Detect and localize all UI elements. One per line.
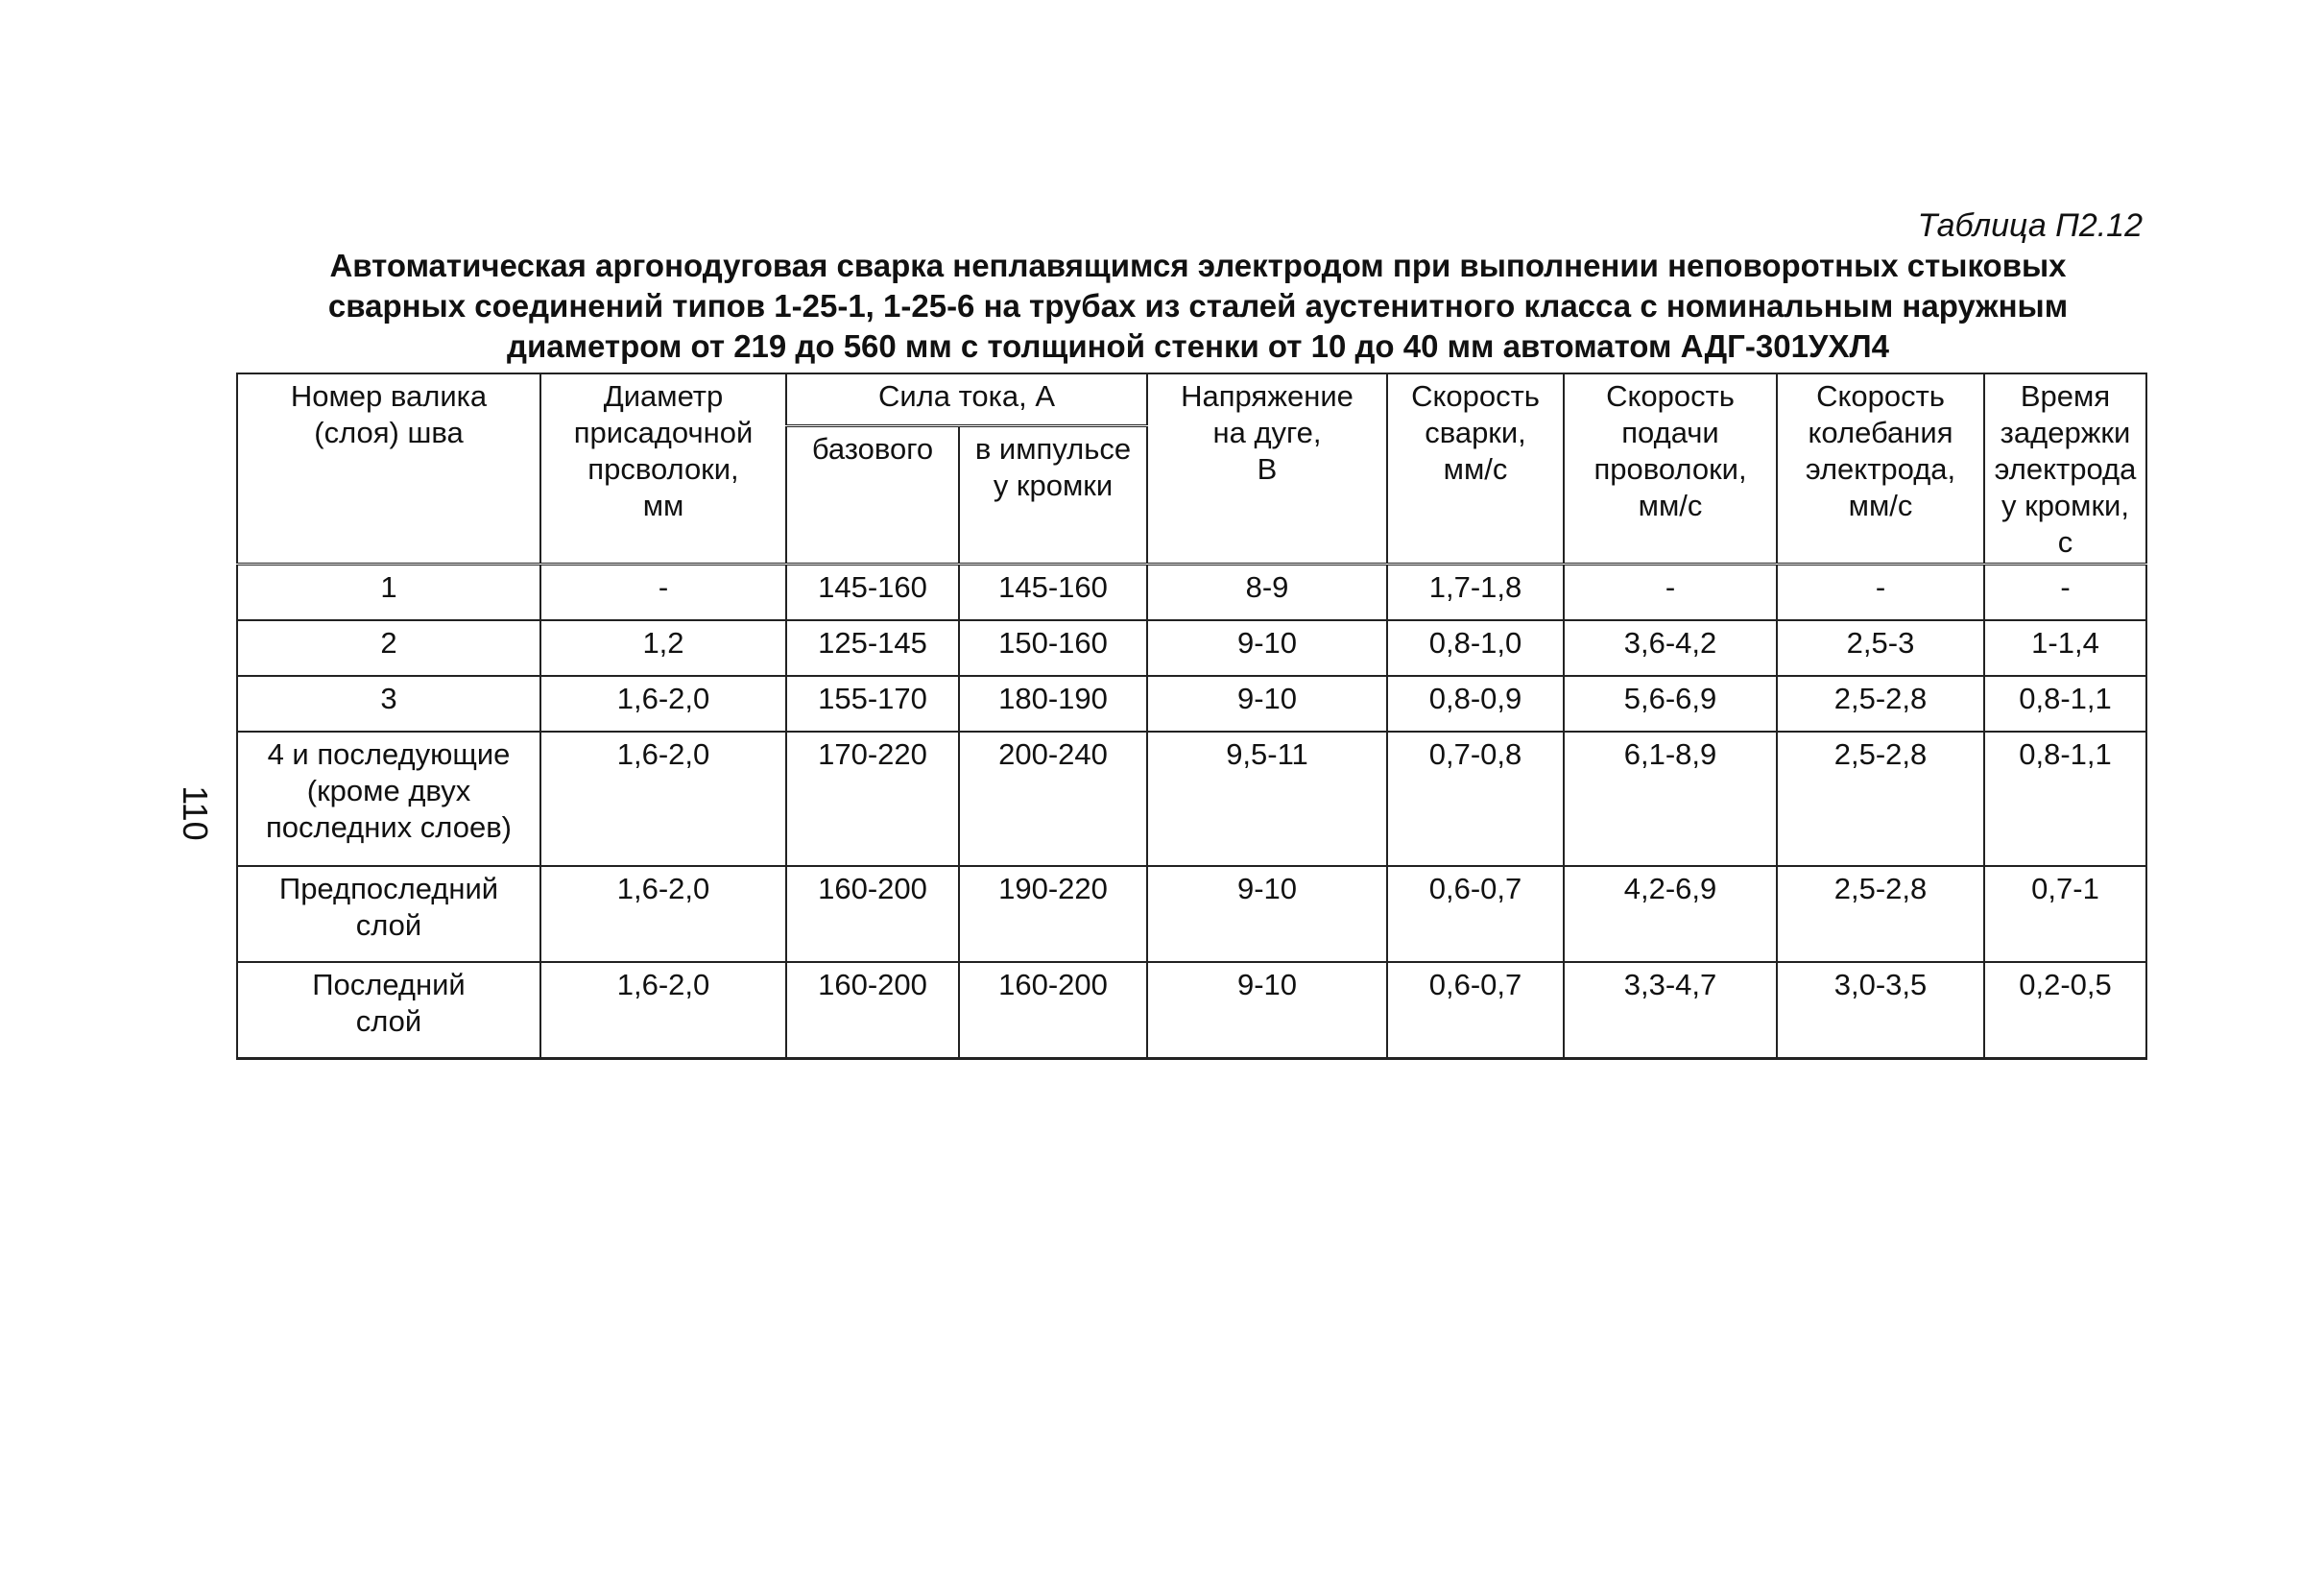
cell-weld-speed: 0,8-1,0 bbox=[1387, 620, 1564, 676]
cell-line: 3 bbox=[380, 682, 397, 715]
cell-weld-speed: 0,7-0,8 bbox=[1387, 732, 1564, 866]
cell-diameter: 1,6-2,0 bbox=[540, 866, 786, 962]
header-line: Скорость bbox=[1816, 379, 1945, 413]
cell-layer bbox=[237, 676, 540, 732]
cell-voltage: 9-10 bbox=[1147, 676, 1387, 732]
cell-feed-speed: 6,1-8,9 bbox=[1564, 732, 1777, 866]
header-line: Номер валика bbox=[290, 379, 488, 413]
table-row bbox=[237, 565, 2146, 621]
cell-current-pulse: 190-220 bbox=[959, 866, 1147, 962]
cell-current-base: 160-200 bbox=[786, 866, 959, 962]
header-current-group: Сила тока, А bbox=[786, 373, 1147, 425]
cell-feed-speed: 3,6-4,2 bbox=[1564, 620, 1777, 676]
cell-voltage: 9-10 bbox=[1147, 962, 1387, 1059]
header-feed-speed bbox=[1564, 373, 1777, 565]
header-line: Скорость bbox=[1606, 379, 1735, 413]
page-number: 110 bbox=[176, 785, 215, 841]
cell-line: 2 bbox=[380, 626, 397, 660]
cell-line: слой bbox=[355, 908, 422, 942]
title-line: сварных соединений типов 1-25-1, 1-25-6 на трубах из сталей аустенитного класса с номинальным наружным bbox=[327, 288, 2069, 324]
cell-current-pulse: 180-190 bbox=[959, 676, 1147, 732]
cell-dwell-time: - bbox=[1984, 565, 2146, 621]
cell-oscillation-speed: 2,5-3 bbox=[1777, 620, 1984, 676]
cell-feed-speed: 5,6-6,9 bbox=[1564, 676, 1777, 732]
cell-current-base: 145-160 bbox=[786, 565, 959, 621]
header-line: в импульсе bbox=[974, 431, 1132, 466]
cell-voltage: 9,5-11 bbox=[1147, 732, 1387, 866]
header-current-base: базового bbox=[786, 425, 959, 564]
cell-diameter: 1,2 bbox=[540, 620, 786, 676]
header-line: у кромки bbox=[993, 468, 1114, 502]
header-oscillation-speed bbox=[1777, 373, 1984, 565]
table-row bbox=[237, 676, 2146, 732]
header-line: мм bbox=[642, 489, 684, 522]
header-line: В bbox=[1257, 452, 1278, 486]
cell-layer bbox=[237, 866, 540, 962]
cell-feed-speed: 3,3-4,7 bbox=[1564, 962, 1777, 1059]
cell-oscillation-speed: 2,5-2,8 bbox=[1777, 676, 1984, 732]
cell-layer bbox=[237, 962, 540, 1059]
header-weld-speed bbox=[1387, 373, 1564, 565]
header-line: у кромки, bbox=[2001, 489, 2129, 522]
cell-weld-speed: 0,6-0,7 bbox=[1387, 962, 1564, 1059]
title-line: Автоматическая аргонодуговая сварка неплавящимся электродом при выполнении неповоротных стыковых bbox=[329, 248, 2067, 283]
header-diameter bbox=[540, 373, 786, 565]
header-layer bbox=[237, 373, 540, 565]
cell-current-base: 155-170 bbox=[786, 676, 959, 732]
table-caption: Таблица П2.12 bbox=[1917, 207, 2143, 244]
cell-voltage: 9-10 bbox=[1147, 866, 1387, 962]
header-line: на дуге, bbox=[1212, 416, 1322, 449]
cell-feed-speed: - bbox=[1564, 565, 1777, 621]
header-line: мм/с bbox=[1638, 489, 1703, 522]
header-line: проволоки, bbox=[1593, 452, 1747, 486]
header-line: подачи bbox=[1621, 416, 1719, 449]
table-row bbox=[237, 620, 2146, 676]
cell-diameter: 1,6-2,0 bbox=[540, 732, 786, 866]
cell-feed-speed: 4,2-6,9 bbox=[1564, 866, 1777, 962]
cell-layer bbox=[237, 732, 540, 866]
header-line: (слоя) шва bbox=[314, 416, 464, 449]
header-line: прсволоки, bbox=[587, 452, 739, 486]
cell-layer bbox=[237, 565, 540, 621]
header-line: электрода, bbox=[1805, 452, 1956, 486]
cell-oscillation-speed: 2,5-2,8 bbox=[1777, 866, 1984, 962]
header-current-pulse bbox=[959, 425, 1147, 564]
cell-line: (кроме двух bbox=[306, 774, 471, 807]
cell-dwell-time: 0,8-1,1 bbox=[1984, 732, 2146, 866]
cell-line: последних слоев) bbox=[265, 810, 513, 844]
table-row bbox=[237, 866, 2146, 962]
cell-line: Предпоследний bbox=[278, 872, 499, 905]
header-line: колебания bbox=[1808, 416, 1953, 449]
cell-line: 4 и последующие bbox=[267, 737, 511, 771]
cell-line: 1 bbox=[380, 570, 397, 604]
header-line: мм/с bbox=[1848, 489, 1913, 522]
cell-current-base: 125-145 bbox=[786, 620, 959, 676]
title-line: диаметром от 219 до 560 мм с толщиной стенки от 10 до 40 мм автоматом АДГ-301УХЛ4 bbox=[507, 328, 1889, 364]
cell-oscillation-speed: - bbox=[1777, 565, 1984, 621]
cell-current-pulse: 145-160 bbox=[959, 565, 1147, 621]
cell-current-pulse: 160-200 bbox=[959, 962, 1147, 1059]
cell-current-pulse: 150-160 bbox=[959, 620, 1147, 676]
header-line: Напряжение bbox=[1181, 379, 1354, 413]
cell-weld-speed: 0,6-0,7 bbox=[1387, 866, 1564, 962]
table-row bbox=[237, 962, 2146, 1059]
cell-oscillation-speed: 2,5-2,8 bbox=[1777, 732, 1984, 866]
header-line: задержки bbox=[2000, 416, 2131, 449]
table-row bbox=[237, 732, 2146, 866]
cell-line: Последний bbox=[312, 968, 466, 1001]
cell-current-pulse: 200-240 bbox=[959, 732, 1147, 866]
cell-voltage: 9-10 bbox=[1147, 620, 1387, 676]
cell-diameter: 1,6-2,0 bbox=[540, 676, 786, 732]
cell-dwell-time: 0,8-1,1 bbox=[1984, 676, 2146, 732]
cell-dwell-time: 0,2-0,5 bbox=[1984, 962, 2146, 1059]
cell-voltage: 8-9 bbox=[1147, 565, 1387, 621]
cell-dwell-time: 0,7-1 bbox=[1984, 866, 2146, 962]
cell-current-base: 170-220 bbox=[786, 732, 959, 866]
cell-diameter: - bbox=[540, 565, 786, 621]
welding-parameters-table bbox=[236, 373, 2147, 1060]
cell-line: слой bbox=[355, 1004, 422, 1038]
cell-oscillation-speed: 3,0-3,5 bbox=[1777, 962, 1984, 1059]
header-line: сварки, bbox=[1425, 416, 1526, 449]
header-line: присадочной bbox=[573, 416, 754, 449]
header-line: мм/с bbox=[1443, 452, 1508, 486]
header-line: электрода bbox=[1994, 452, 2137, 486]
cell-dwell-time: 1-1,4 bbox=[1984, 620, 2146, 676]
header-voltage bbox=[1147, 373, 1387, 565]
cell-current-base: 160-200 bbox=[786, 962, 959, 1059]
table-title bbox=[246, 246, 2150, 367]
header-line: с bbox=[2057, 525, 2073, 559]
cell-weld-speed: 1,7-1,8 bbox=[1387, 565, 1564, 621]
cell-layer bbox=[237, 620, 540, 676]
header-line: Время bbox=[2020, 379, 2111, 413]
cell-diameter: 1,6-2,0 bbox=[540, 962, 786, 1059]
header-line: Скорость bbox=[1411, 379, 1540, 413]
header-dwell-time bbox=[1984, 373, 2146, 565]
header-line: Диаметр bbox=[603, 379, 724, 413]
cell-weld-speed: 0,8-0,9 bbox=[1387, 676, 1564, 732]
